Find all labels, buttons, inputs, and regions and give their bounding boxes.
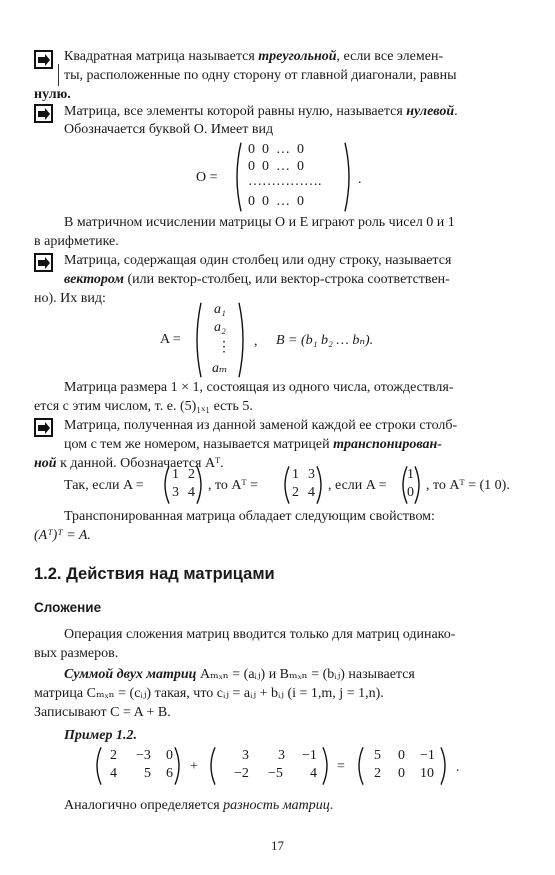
text: . [454,104,458,119]
vector-entry: aₘ [212,361,228,376]
row-vector: B = (b₁ b₂ … bₙ). [276,333,374,348]
paragraph-sum [64,666,525,684]
text: , если все элемен- [336,49,444,64]
term-sum: Суммой двух матриц [64,667,197,682]
matrix-cell: 2 [374,766,381,781]
vector-comma: , [254,334,258,349]
term-zero: нулевой [406,104,455,119]
matrix-a-transposed [280,466,326,504]
paragraph-zero-matrix [64,103,525,121]
term-vector: вектором [64,272,124,287]
column-vector [192,302,248,378]
text-line: нулю. [34,87,71,102]
text: цом с тем же номером, называется матрицей [64,437,334,452]
matrix-row: 0 0 … 0 [248,142,304,157]
text-line: матрица Cₘₓₙ = (cᵢⱼ) такая, что cᵢⱼ = aᵢⱼ + bᵢⱼ (i = 1,m, j = 1,n). [34,686,384,701]
example-matrix-result [354,747,450,785]
text: , если A = [328,478,387,493]
matrix-a [160,466,206,504]
text-line: В матричном исчислении матрицы O и E играют роль чисел 0 и 1 [64,215,455,230]
matrix-cell: 4 [308,485,315,500]
matrix-cell: −1 [302,748,317,763]
matrix-cell: 0 [398,748,405,763]
text: Aₘₓₙ = (aᵢⱼ) и Bₘₓₙ = (bᵢⱼ) называется [196,667,415,682]
subsection-heading: Сложение [34,600,102,615]
vector-entry: a₁ [214,302,226,317]
text-line: вых размеров. [34,646,119,661]
text: Матрица, все элементы которой равны нулю, называется [64,104,407,119]
matrix-cell: 5 [374,748,381,763]
text: , то Aᵀ = (1 0). [426,478,510,493]
matrix-cell: 2 [188,467,195,482]
matrix-cell: 3 [172,485,179,500]
matrix-cell: 4 [310,766,317,781]
matrix-cell: −1 [420,748,435,763]
matrix-cell: 4 [110,766,117,781]
term-transposed-end: ной [34,456,57,471]
vector-a-label: A = [160,332,181,347]
matrix-cell: 1 [407,467,414,482]
matrix-row: 0 0 … 0 [248,194,304,209]
vector-entry: ⋮ [217,340,231,355]
text: Квадратная матрица называется [64,49,259,64]
text: , то Aᵀ = [208,478,259,493]
text-line: Операция сложения матриц вводится только для матриц одинако- [64,627,456,642]
matrix-cell: −5 [268,766,283,781]
matrix-cell: 3 [278,748,285,763]
text-line: Транспонированная матрица обладает следующим свойством: [64,509,435,524]
definition-marker-icon [34,104,54,124]
text-line: Матрица, содержащая один столбец или одну строку, называется [64,253,452,268]
matrix-cell: 0 [407,485,414,500]
page-number: 17 [271,838,284,853]
example-title: Пример 1.2. [64,728,137,743]
text-line: но). Их вид: [34,291,106,306]
example-matrix-1 [92,747,184,785]
text-line: Матрица, полученная из данной заменой каждой ее строки столб- [64,418,458,433]
paragraph-vector [64,271,525,289]
vector-entry: a₂ [214,320,226,335]
matrix-label: O = [196,170,218,185]
text: (или вектор-столбец, или вектор-строка соответствен- [123,272,450,287]
matrix-cell: 2 [292,485,299,500]
text: Аналогично определяется [64,798,224,813]
text-line: (Aᵀ)ᵀ = A. [34,528,91,543]
paragraph-difference [64,797,525,815]
matrix-cell: 0 [398,766,405,781]
matrix-cell: 4 [188,485,195,500]
text-line: Обозначается буквой O. Имеет вид [64,122,274,137]
definition-marker-icon [34,50,54,70]
text: Так, если A = [64,478,144,493]
paragraph-transpose [64,436,525,454]
matrix-row: ……………. [248,174,322,189]
term-difference: разность матриц [223,798,330,813]
text-line: Матрица размера 1 × 1, состоящая из одного числа, отождествля- [64,380,454,395]
equals-sign: = [337,759,345,774]
plus-sign: + [190,759,198,774]
matrix-cell: 10 [420,766,434,781]
text: . [329,798,334,813]
example-matrix-2 [206,747,332,785]
matrix-cell: 3 [242,748,249,763]
matrix-tail: . [358,172,362,187]
text-line: Записывают C = A + B. [34,705,171,720]
section-heading: 1.2. Действия над матрицами [34,565,275,583]
matrix-cell: 2 [110,748,117,763]
text-line: в арифметике. [34,234,119,249]
matrix-cell: 3 [308,467,315,482]
zero-matrix [232,142,354,212]
matrix-cell: −3 [136,748,151,763]
example-tail: . [456,760,460,775]
term-triangular: треугольной [258,49,337,64]
matrix-cell: 0 [166,748,173,763]
term-transposed: транспонирован- [333,437,442,452]
definition-marker-icon [34,418,54,438]
text-line: ется с этим числом, т. е. (5)₁ₓ₁ есть 5. [34,399,253,414]
matrix-cell: −2 [234,766,249,781]
text-line: ты, расположенные по одну сторону от главной диагонали, равны [64,68,457,83]
matrix-cell: 6 [166,766,173,781]
matrix-row: 0 0 … 0 [248,159,304,174]
text: к данной. Обозначается Aᵀ. [56,456,224,471]
matrix-cell: 5 [144,766,151,781]
column-vector-example [398,466,424,504]
definition-marker-icon [34,253,54,273]
matrix-cell: 1 [172,467,179,482]
matrix-cell: 1 [292,467,299,482]
paragraph-triangular [64,48,525,66]
